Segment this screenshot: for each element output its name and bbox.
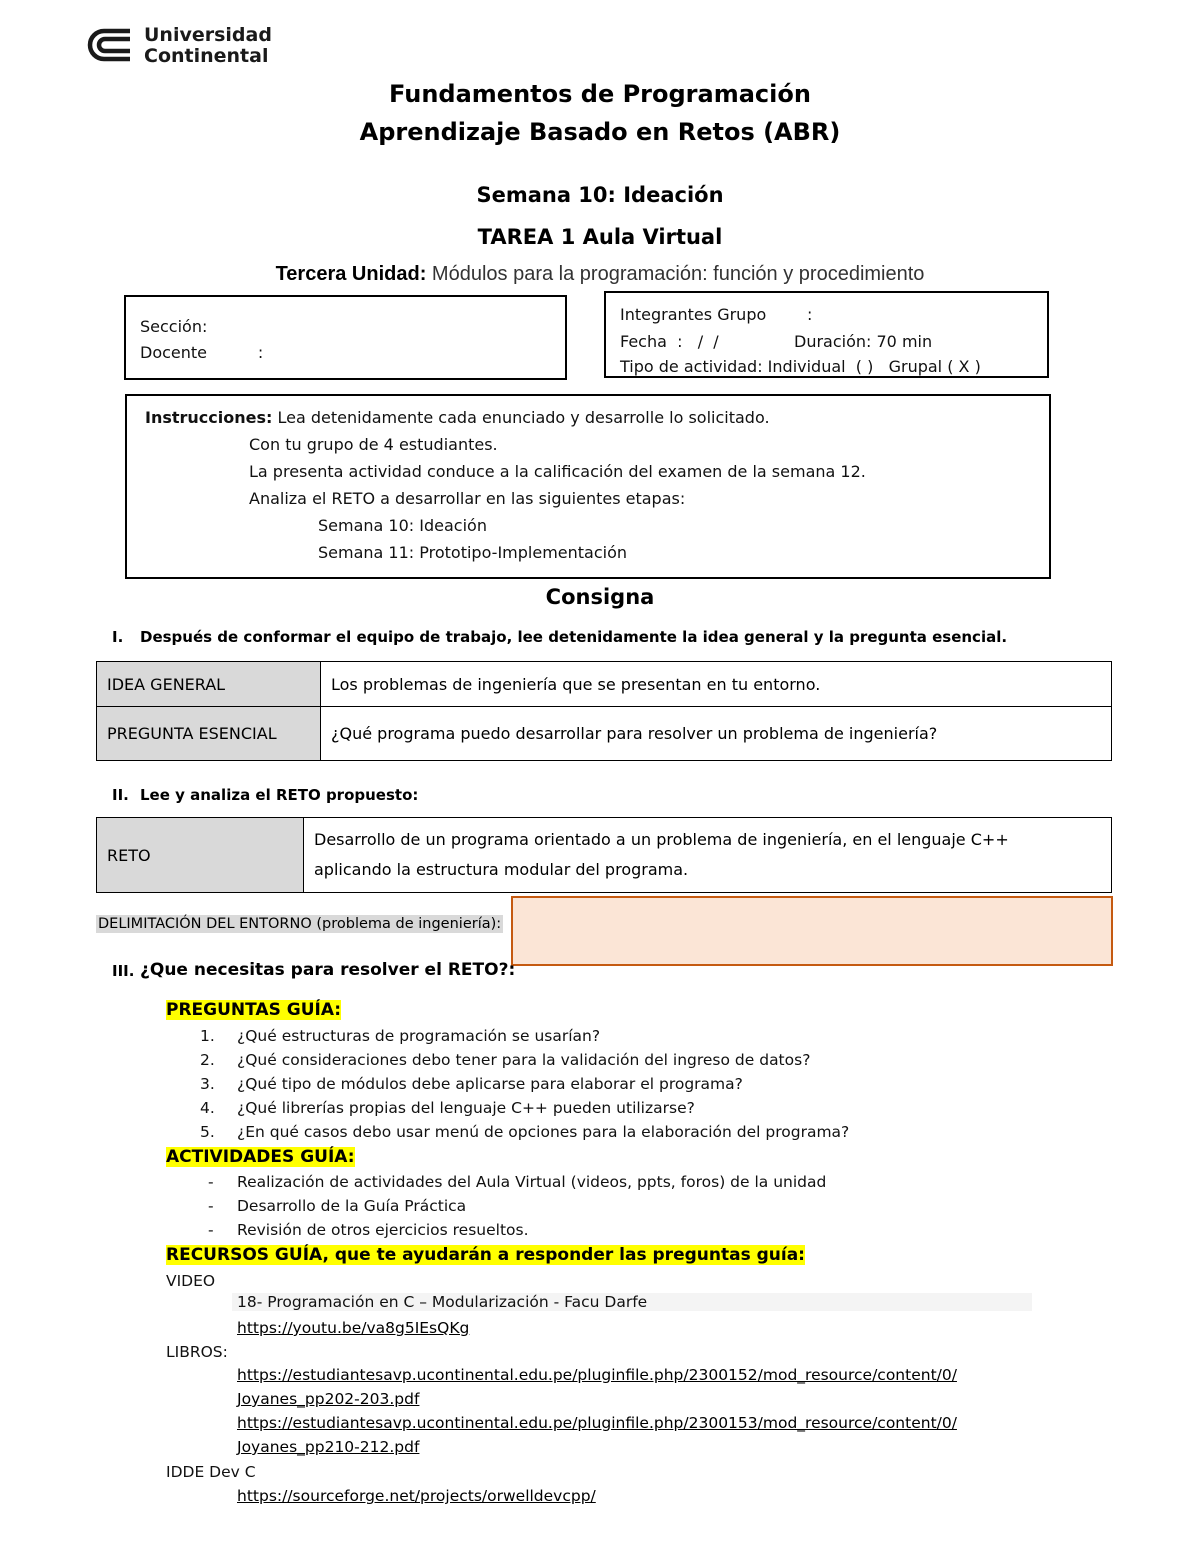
teacher-field: Docente : xyxy=(140,343,264,362)
book-2-link-line-2[interactable]: Joyanes_pp210-212.pdf xyxy=(237,1438,420,1456)
unit-label: Tercera Unidad: xyxy=(275,263,427,285)
unit-value: Módulos para la programación: función y procedimiento xyxy=(431,263,925,285)
idea-question-table xyxy=(96,661,1112,761)
section-1-heading: Después de conformar el equipo de trabajo, lee detenidamente la idea general y la pregunta esencial. xyxy=(140,628,1008,646)
unit-line xyxy=(0,263,1200,286)
reto-line-1: Desarrollo de un programa orientado a un problema de ingeniería, en el lenguaje C++ xyxy=(314,830,1009,849)
instructions-line-3: La presenta actividad conduce a la calificación del examen de la semana 12. xyxy=(249,462,866,481)
methodology-title: Aprendizaje Basado en Retos (ABR) xyxy=(359,118,841,146)
video-title: 18- Programación en C – Modularización - Facu Darfe xyxy=(232,1293,1032,1311)
list-item: - Desarrollo de la Guía Práctica xyxy=(208,1197,467,1215)
essential-question-label: PREGUNTA ESENCIAL xyxy=(97,707,321,761)
table-row xyxy=(97,662,1112,707)
instructions-line-1 xyxy=(145,404,770,431)
book-2-link-line-1[interactable]: https://estudiantesavp.ucontinental.edu.pe/pluginfile.php/2300153/mod_resource/content/0/ xyxy=(237,1414,957,1432)
guide-resources-title: RECURSOS GUÍA, que te ayudarán a responder las preguntas guía: xyxy=(166,1245,805,1265)
guide-activities-title: ACTIVIDADES GUÍA: xyxy=(166,1147,355,1167)
delimitation-input[interactable] xyxy=(511,896,1113,966)
books-label: LIBROS: xyxy=(166,1343,228,1361)
guide-questions-title: PREGUNTAS GUÍA: xyxy=(166,1000,342,1020)
section-1-numeral: I. xyxy=(112,628,124,646)
list-item: 2. ¿Qué consideraciones debo tener para la validación del ingreso de datos? xyxy=(200,1051,811,1069)
list-item: - Revisión de otros ejercicios resueltos. xyxy=(208,1221,529,1239)
table-row xyxy=(97,707,1112,761)
section-teacher-box xyxy=(124,295,567,380)
section-2-numeral: II. xyxy=(112,786,129,804)
consigna-heading: Consigna xyxy=(545,585,655,609)
list-item: - Realización de actividades del Aula Virtual (videos, ppts, foros) de la unidad xyxy=(208,1173,827,1191)
university-logo-icon xyxy=(86,26,136,64)
list-item: 5. ¿En qué casos debo usar menú de opciones para la elaboración del programa? xyxy=(200,1123,850,1141)
ide-label: IDDE Dev C xyxy=(166,1463,256,1481)
course-title: Fundamentos de Programación xyxy=(389,80,811,108)
instructions-line-4: Analiza el RETO a desarrollar en las siguientes etapas: xyxy=(249,489,686,508)
instructions-line-2: Con tu grupo de 4 estudiantes. xyxy=(249,435,498,454)
instructions-text-1: Lea detenidamente cada enunciado y desarrolle lo solicitado. xyxy=(277,408,770,427)
reto-label: RETO xyxy=(97,818,304,893)
list-item: 4. ¿Qué librerías propias del lenguaje C++ pueden utilizarse? xyxy=(200,1099,695,1117)
reto-table xyxy=(96,817,1112,893)
group-members-field: Integrantes Grupo : xyxy=(620,305,813,324)
reto-line-2: aplicando la estructura modular del programa. xyxy=(314,860,689,879)
table-row xyxy=(97,818,1112,893)
idea-general-value: Los problemas de ingeniería que se presentan en tu entorno. xyxy=(321,662,1112,707)
date-field: Fecha : / / xyxy=(620,332,719,351)
logo-line-1: Universidad xyxy=(144,24,272,46)
activity-type-field: Tipo de actividad: Individual ( ) Grupal ( X ) xyxy=(620,357,981,376)
section-3-numeral: III. xyxy=(112,962,135,980)
instructions-line-5: Semana 10: Ideación xyxy=(318,516,487,535)
video-link[interactable]: https://youtu.be/va8g5IEsQKg xyxy=(237,1319,470,1337)
instructions-label: Instrucciones: xyxy=(145,408,273,427)
section-field: Sección: xyxy=(140,317,208,336)
book-1-link-line-2[interactable]: Joyanes_pp202-203.pdf xyxy=(237,1390,420,1408)
university-logo xyxy=(86,25,286,65)
duration-field: Duración: 70 min xyxy=(794,332,933,351)
idea-general-label: IDEA GENERAL xyxy=(97,662,321,707)
book-1-link-line-1[interactable]: https://estudiantesavp.ucontinental.edu.pe/pluginfile.php/2300152/mod_resource/content/0/ xyxy=(237,1366,957,1384)
week-title: Semana 10: Ideación xyxy=(476,183,724,207)
list-item: 3. ¿Qué tipo de módulos debe aplicarse para elaborar el programa? xyxy=(200,1075,743,1093)
delimitation-label: DELIMITACIÓN DEL ENTORNO (problema de ingeniería): xyxy=(98,916,502,932)
logo-line-2: Continental xyxy=(144,45,269,67)
section-2-heading: Lee y analiza el RETO propuesto: xyxy=(140,786,419,804)
task-title: TAREA 1 Aula Virtual xyxy=(477,225,723,249)
reto-value xyxy=(304,818,1112,893)
ide-link[interactable]: https://sourceforge.net/projects/orwelldevcpp/ xyxy=(237,1487,596,1505)
list-item: 1. ¿Qué estructuras de programación se usarían? xyxy=(200,1027,601,1045)
section-3-heading: ¿Que necesitas para resolver el RETO?: xyxy=(140,960,516,980)
instructions-box xyxy=(125,394,1051,579)
instructions-line-6: Semana 11: Prototipo-Implementación xyxy=(318,543,628,562)
essential-question-value: ¿Qué programa puedo desarrollar para resolver un problema de ingeniería? xyxy=(321,707,1112,761)
video-label: VIDEO xyxy=(166,1272,216,1290)
group-info-box xyxy=(604,291,1049,378)
